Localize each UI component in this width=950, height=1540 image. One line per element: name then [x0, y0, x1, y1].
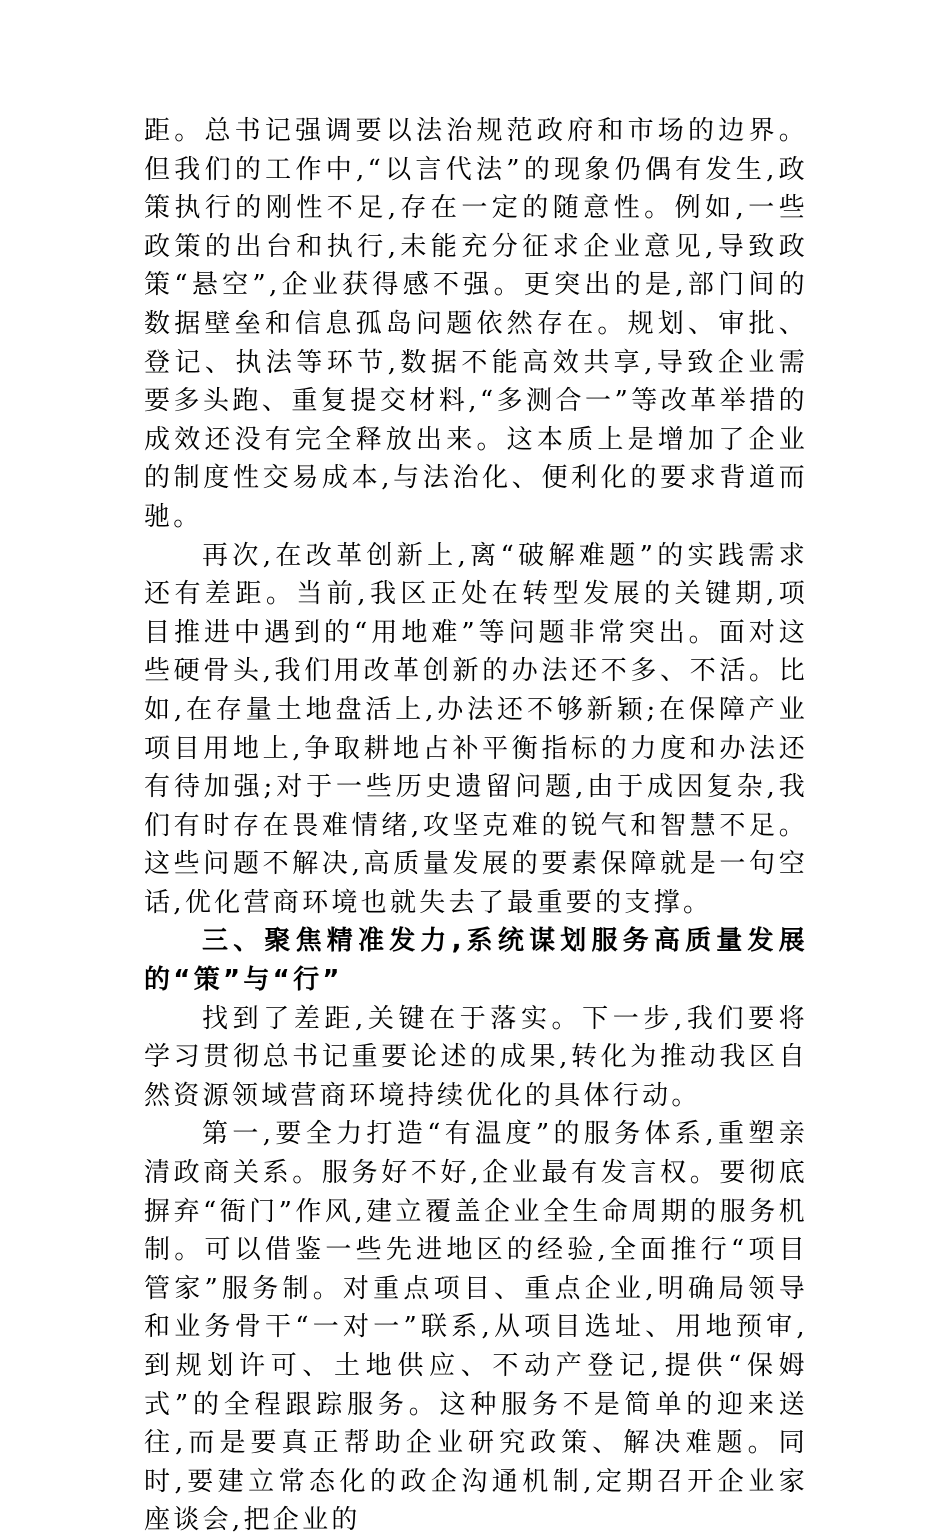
paragraph-service-system: 第一,要全力打造“有温度”的服务体系,重塑亲清政商关系。服务好不好,企业最有发言权。要彻底摒弃“衙门”作风,建立覆盖企业全生命周期的服务机制。可以借鉴一些先进地区的经验,全面推行“项目管家”服务制。对重点项目、重点企业,明确局领导和业务骨干“一对一”联系,从项目选址、用地预审,到规划许可、土地供应、不动产登记,提供“保姆式”的全程跟踪服务。这种服务不是简单的迎来送往,而是要真正帮助企业研究政策、解决难题。同时,要建立常态化的政企沟通机制,定期召开企业家座谈会,把企业的	[144, 1119, 808, 1536]
section-heading-three: 三、聚焦精准发力,系统谋划服务高质量发展的“策”与“行”	[144, 926, 808, 996]
paragraph-reform-innovation: 再次,在改革创新上,离“破解难题”的实践需求还有差距。当前,我区正处在转型发展的关键期,项目推进中遇到的“用地难”等问题非常突出。面对这些硬骨头,我们用改革创新的办法还不多、不活。比如,在存量土地盘活上,办法还不够新颖;在保障产业项目用地上,争取耕地占补平衡指标的力度和办法还有待加强;对于一些历史遗留问题,由于成因复杂,我们有时存在畏难情绪,攻坚克难的锐气和智慧不足。这些问题不解决,高质量发展的要素保障就是一句空话,优化营商环境也就失去了最重要的支撑。	[144, 540, 808, 918]
paragraph-next-steps: 找到了差距,关键在于落实。下一步,我们要将学习贯彻总书记重要论述的成果,转化为推动我区自然资源领域营商环境持续优化的具体行动。	[144, 1003, 808, 1111]
document-page	[144, 112, 808, 1540]
paragraph-continuation: 距。总书记强调要以法治规范政府和市场的边界。但我们的工作中,“以言代法”的现象仍偶有发生,政策执行的刚性不足,存在一定的随意性。例如,一些政策的出台和执行,未能充分征求企业意见,导致政策“悬空”,企业获得感不强。更突出的是,部门间的数据壁垒和信息孤岛问题依然存在。规划、审批、登记、执法等环节,数据不能高效共享,导致企业需要多头跑、重复提交材料,“多测合一”等改革举措的成效还没有完全释放出来。这本质上是增加了企业的制度性交易成本,与法治化、便利化的要求背道而驰。	[144, 116, 808, 532]
